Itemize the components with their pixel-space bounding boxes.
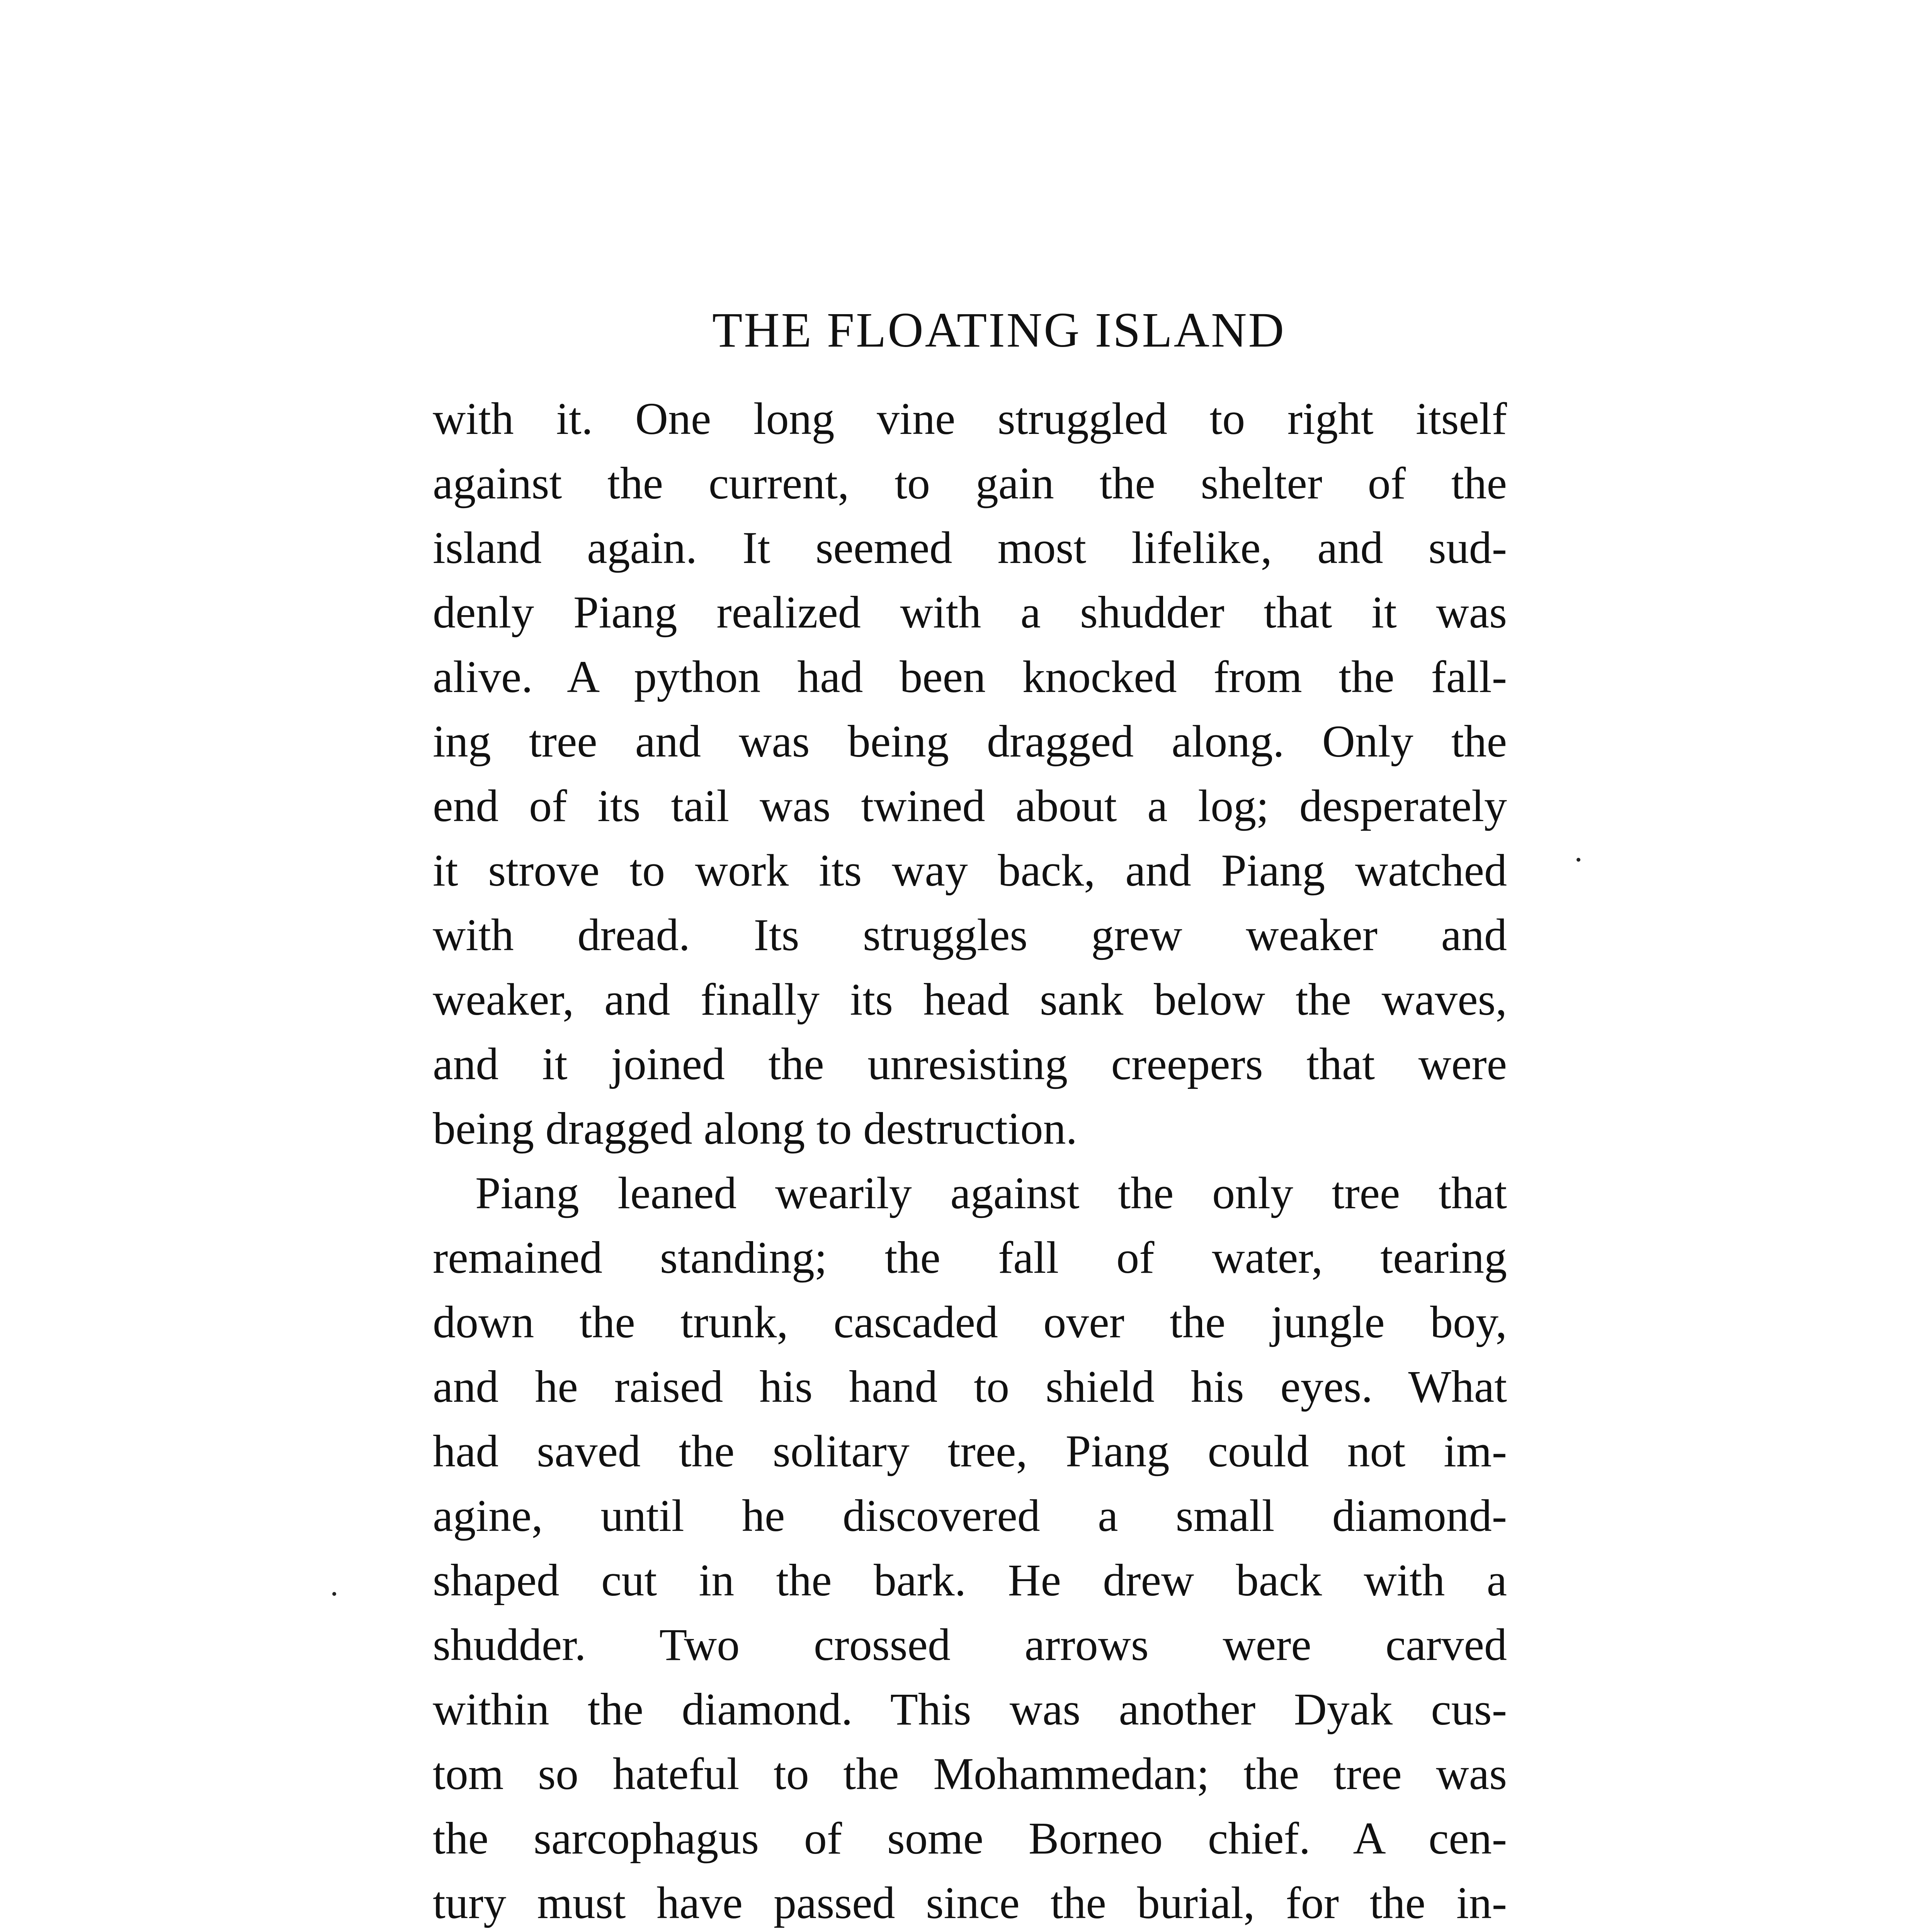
paragraph-2	[433, 1161, 1507, 1932]
scan-speck	[332, 1592, 336, 1596]
text-line: agine, until he discovered a small diamond-	[433, 1490, 1507, 1541]
text-line: Piang leaned wearily against the only tree that	[475, 1168, 1507, 1218]
text-line: had saved the solitary tree, Piang could not im-	[433, 1426, 1507, 1476]
text-line: against the current, to gain the shelter of the	[433, 458, 1507, 509]
text-line: down the trunk, cascaded over the jungle boy,	[433, 1297, 1507, 1347]
text-line: with it. One long vine struggled to right itself	[433, 393, 1507, 444]
body-text	[433, 386, 1507, 1932]
text-line: shaped cut in the bark. He drew back with a	[433, 1555, 1507, 1605]
text-line: and it joined the unresisting creepers that were	[433, 1039, 1507, 1089]
text-line: weaker, and finally its head sank below the waves,	[433, 974, 1507, 1025]
text-line: with dread. Its struggles grew weaker and	[433, 910, 1507, 960]
text-line: remained standing; the fall of water, tearing	[433, 1232, 1507, 1283]
text-line: denly Piang realized with a shudder that it was	[433, 587, 1507, 638]
text-line: end of its tail was twined about a log; desperately	[433, 781, 1507, 831]
paragraph-1	[433, 386, 1507, 1161]
text-line: ing tree and was being dragged along. Only the	[433, 716, 1507, 767]
text-line: tom so hateful to the Mohammedan; the tree was	[433, 1748, 1507, 1799]
text-line: within the diamond. This was another Dyak cus-	[433, 1684, 1507, 1735]
text-line: it strove to work its way back, and Piang watched	[433, 845, 1507, 896]
text-line: tury must have passed since the burial, for the in-	[433, 1878, 1507, 1928]
text-line: being dragged along to destruction.	[433, 1103, 1077, 1154]
scan-speck	[1577, 858, 1580, 862]
text-line: shudder. Two crossed arrows were carved	[433, 1619, 1507, 1670]
text-line: and he raised his hand to shield his eyes. What	[433, 1361, 1507, 1412]
running-head: THE FLOATING ISLAND	[712, 303, 1286, 357]
text-line: alive. A python had been knocked from the fall-	[433, 651, 1507, 702]
text-line: island again. It seemed most lifelike, and sud-	[433, 522, 1507, 573]
text-line: the sarcophagus of some Borneo chief. A cen-	[433, 1813, 1507, 1864]
